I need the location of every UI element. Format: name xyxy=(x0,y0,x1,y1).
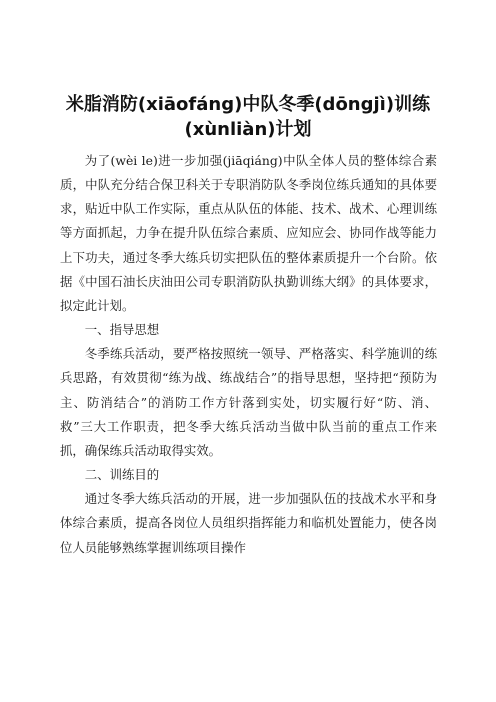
document-body xyxy=(60,149,437,560)
section-heading-training-purpose: 二、训练目的 xyxy=(84,467,160,483)
training-purpose-paragraph: 通过冬季大练兵活动的开展，进一步加强队伍的技战术水平和身体综合素质，提高各岗位人员组织指挥能力和临机处置能力，使各岗位人员能够熟练掌握训练项目操作 xyxy=(60,491,437,555)
intro-paragraph: 为了(wèi le)进一步加强(jiāqiáng)中队全体人员的整体综合素质，中队充分结合保卫科关于专职消防队冬季岗位练兵通知的具体要求，贴近中队工作实际，重点从队伍的体能、技术、战术、心理训练等方面抓起，力争在提升队伍综合素质、应知应会、协同作战等能力上下功夫，通过冬季大练兵切实把队伍的整体素质提升一个台阶。依据《中国石油长庆油田公司专职消防队执勤训练大纲》的具体要求，拟定此计划。 xyxy=(60,153,437,313)
document-title: 米脂消防(xiāofáng)中队冬季(dōngjì)训练(xùnliàn)计划 xyxy=(65,94,431,140)
guiding-ideology-paragraph: 冬季练兵活动，要严格按照统一领导、严格落实、科学施训的练兵思路，有效贯彻“练为战、练战结合”的指导思想，坚持把“预防为主、防消结合”的消防工作方针落到实处，切实履行好“防、消、救”三大工作职责，把冬季大练兵活动当做中队当前的重点工作来抓，确保练兵活动取得实效。 xyxy=(60,346,437,458)
section-heading-guiding-ideology: 一、指导思想 xyxy=(84,322,160,338)
